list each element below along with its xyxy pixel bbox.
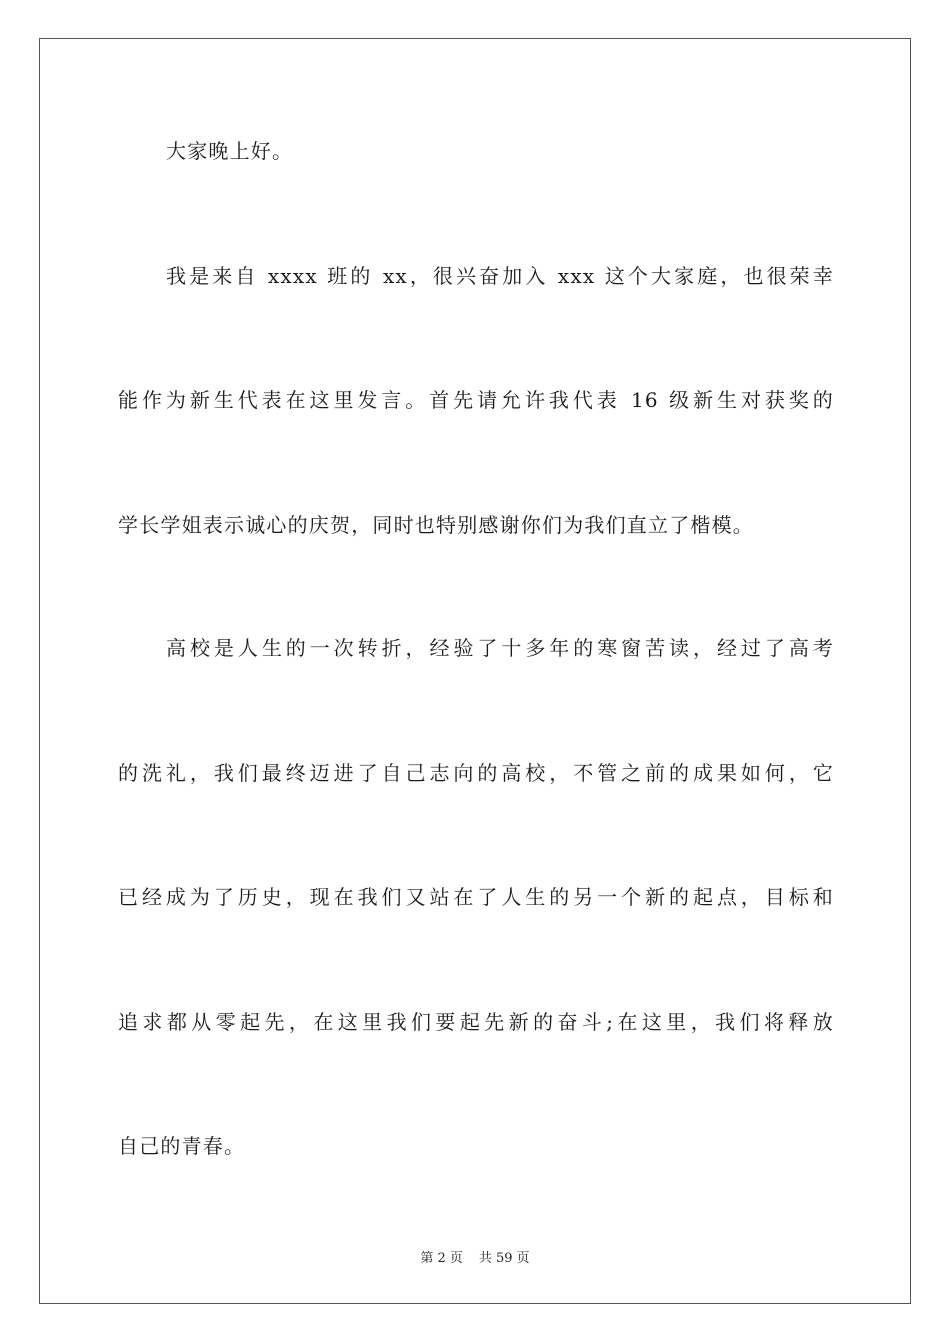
paragraph-line: 追求都从零起先，在这里我们要起先新的奋斗;在这里，我们将释放	[118, 1010, 834, 1034]
paragraph-line: 的洗礼，我们最终迈进了自己志向的高校，不管之前的成果如何，它	[118, 761, 834, 785]
page-number: 第 2 页	[420, 1251, 463, 1266]
paragraph-line: 大家晚上好。	[166, 139, 294, 163]
paragraph-line: 高校是人生的一次转折，经验了十多年的寒窗苦读，经过了高考	[166, 636, 834, 660]
paragraph-line: 能作为新生代表在这里发言。首先请允许我代表 16 级新生对获奖的	[118, 388, 834, 412]
paragraph-line: 我是来自 xxxx 班的 xx，很兴奋加入 xxx 这个大家庭，也很荣幸	[166, 264, 834, 288]
page-frame	[39, 38, 911, 1304]
paragraph-line: 自己的青春。	[118, 1134, 246, 1158]
paragraph-line: 学长学姐表示诚心的庆贺，同时也特别感谢你们为我们直立了楷模。	[118, 513, 754, 537]
page-total: 共 59 页	[478, 1251, 530, 1266]
page-footer	[0, 1247, 950, 1266]
paragraph-line: 已经成为了历史，现在我们又站在了人生的另一个新的起点，目标和	[118, 885, 834, 909]
